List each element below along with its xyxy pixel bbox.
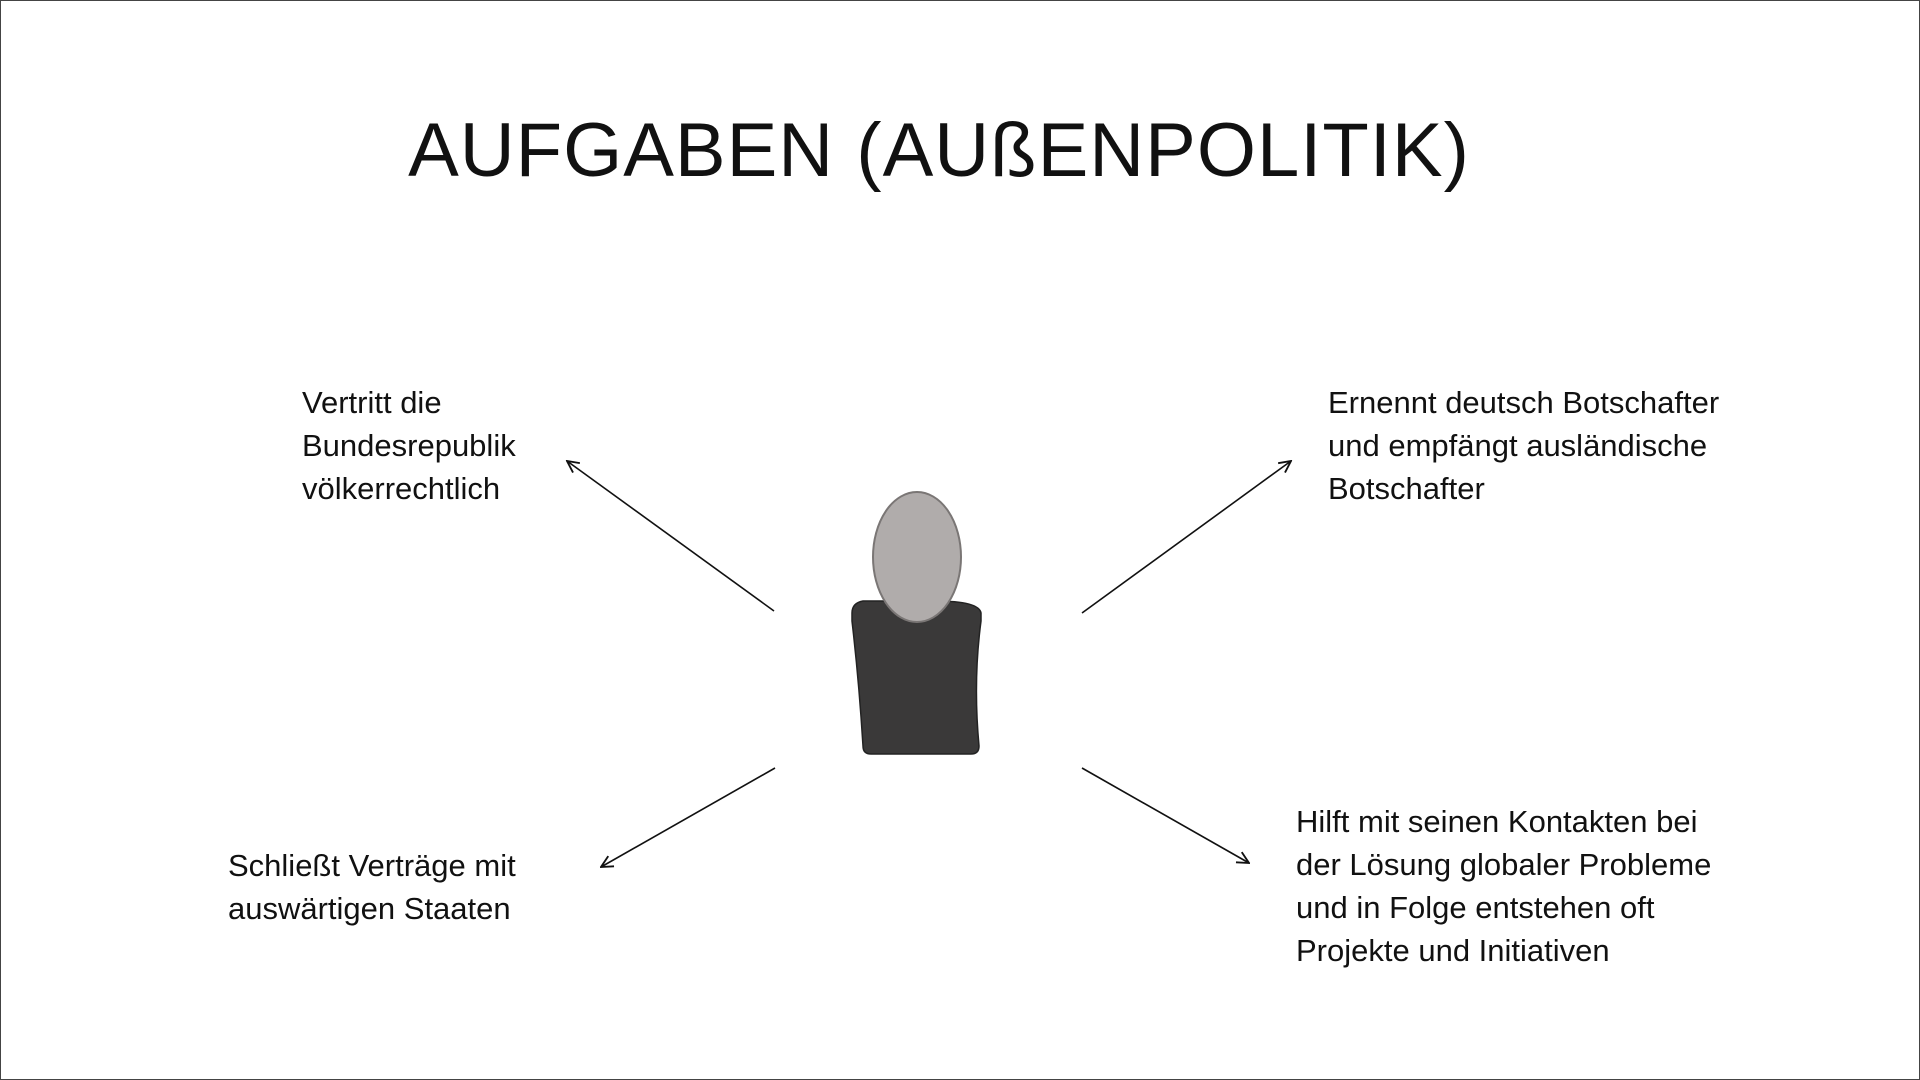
task-line: und empfängt ausländische [1328,428,1708,463]
task-line: Bundesrepublik [302,428,516,463]
task-line: Botschafter [1328,471,1485,506]
task-line: auswärtigen Staaten [228,891,511,926]
task-global-problems [1296,800,1711,972]
task-line: und in Folge entstehen oft [1296,890,1655,925]
person-body [852,601,981,754]
task-line: völkerrechtlich [302,471,501,506]
task-ambassadors [1328,381,1719,510]
task-treaties [228,844,516,930]
task-line: der Lösung globaler Probleme [1296,847,1712,882]
task-line: Vertritt die [302,385,442,420]
person-icon [852,492,981,754]
arrow-top-left [567,461,774,611]
task-represent-republic [302,381,516,510]
task-line: Ernennt deutsch Botschafter [1328,385,1720,420]
arrow-bottom-right [1082,768,1249,863]
arrow-bottom-left [601,768,775,867]
task-line: Hilft mit seinen Kontakten bei [1296,804,1698,839]
slide-title: AUFGABEN (AUßENPOLITIK) [408,108,1470,193]
task-line: Projekte und Initiativen [1296,933,1610,968]
person-head [873,492,961,622]
arrow-top-right [1082,461,1291,613]
task-line: Schließt Verträge mit [228,848,516,883]
